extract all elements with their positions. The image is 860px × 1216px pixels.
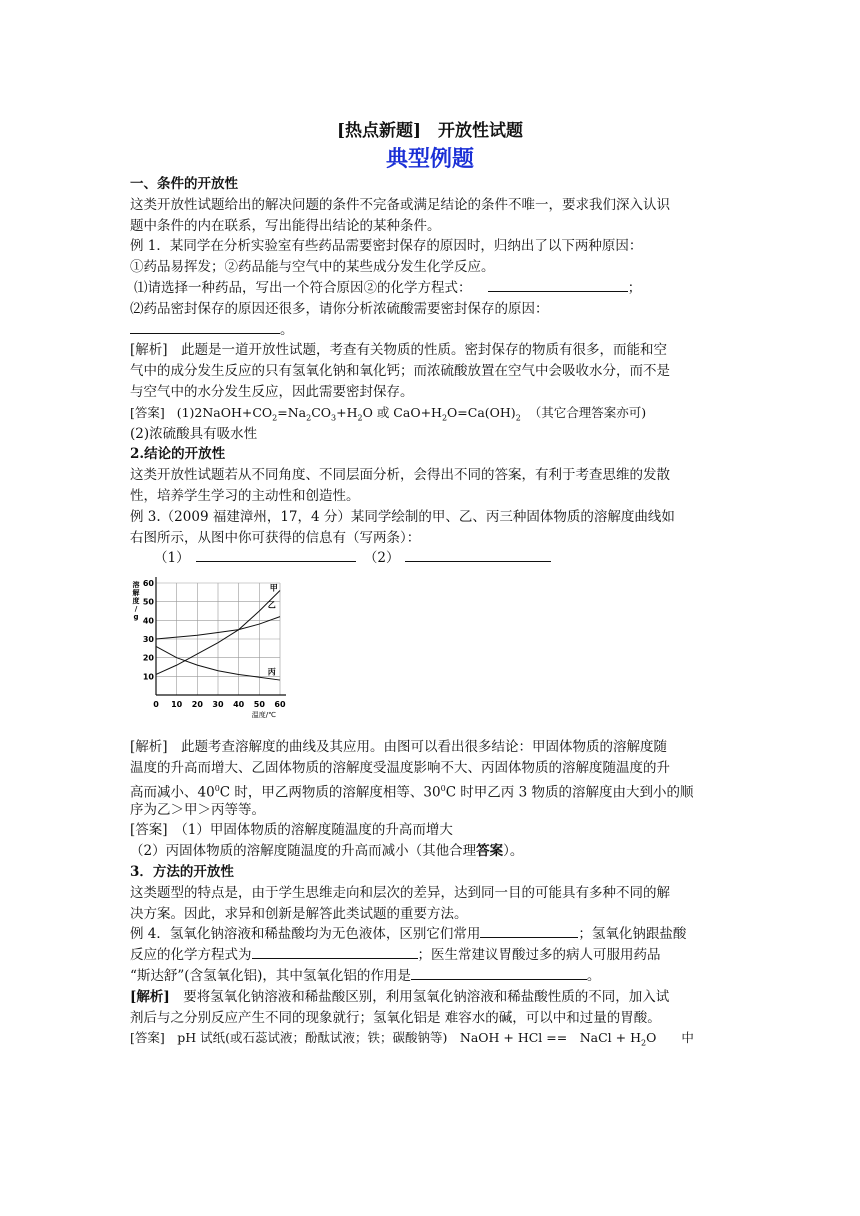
text-part: [答案] pH 试纸(或石蕊试液；酚酞试液；铁；碳酸钠等) NaOH + HCl == NaCl + H bbox=[130, 1030, 641, 1046]
y-tick-label: 20 bbox=[142, 653, 154, 663]
degree-mark: 0 bbox=[214, 783, 220, 793]
page-subtitle: 典型例题 bbox=[385, 146, 474, 172]
answer-line: [答案] （1）甲固体物质的溶解度随温度的升高而增大 bbox=[130, 822, 453, 839]
analysis-line bbox=[130, 779, 730, 800]
solubility-chart-svg bbox=[130, 573, 290, 723]
subscript: 2 bbox=[306, 413, 312, 423]
example-3-line: 右图所示，从图中你可获得的信息有（写两条）： bbox=[130, 529, 421, 546]
analysis-line: [解析] 此题考查溶解度的曲线及其应用。由图可以看出很多结论：甲固体物质的溶解度随 bbox=[130, 739, 668, 756]
degree-mark: 0 bbox=[440, 783, 446, 793]
blank-label-1: （1） bbox=[154, 550, 190, 567]
y-tick-label: 60 bbox=[142, 579, 154, 589]
y-axis-label-char: / bbox=[134, 605, 138, 614]
analysis-line bbox=[130, 987, 730, 1008]
x-axis-label: 温度/℃ bbox=[251, 711, 276, 720]
text-part: （2）丙固体物质的溶解度随温度的升高而减小（其他合理 bbox=[130, 843, 477, 860]
formula-part: +H bbox=[336, 404, 358, 420]
subscript: 3 bbox=[331, 413, 337, 423]
y-tick-label: 50 bbox=[142, 597, 154, 607]
answer-blank[interactable] bbox=[196, 549, 356, 562]
text-part: ；氢氧化钠跟盐酸 bbox=[578, 926, 687, 943]
x-tick-label: 0 bbox=[153, 700, 159, 710]
analysis-line: [解析] 此题是一道开放性试题，考查有关物质的性质。密封保存的物质有很多，而能和空 bbox=[130, 342, 668, 359]
x-tick-label: 20 bbox=[191, 700, 203, 710]
y-tick-label: 10 bbox=[142, 672, 154, 682]
answer-blank[interactable] bbox=[252, 946, 418, 959]
text-part: O 中 bbox=[646, 1030, 694, 1046]
series-label: 甲 bbox=[269, 583, 278, 593]
analysis-line: 气中的成分发生反应的只有氢氧化钠和氧化钙；而浓硫酸放置在空气中会吸收水分，而不是 bbox=[130, 363, 670, 380]
punctuation: 。 bbox=[280, 321, 294, 338]
s1-paragraph-line: 题中条件的内在联系，写出能得出结论的某种条件。 bbox=[130, 217, 441, 234]
x-tick-label: 10 bbox=[171, 700, 183, 710]
answer-blank[interactable] bbox=[130, 321, 280, 334]
text-part: C 时甲乙丙 3 物质的溶解度由大到小的顺 bbox=[445, 784, 694, 801]
series-label: 乙 bbox=[267, 600, 276, 610]
y-axis-label-char: 度 bbox=[132, 597, 140, 606]
s2-paragraph-line: 这类开放性试题若从不同角度、不同层面分析，会得出不同的答案，有利于考查思维的发散 bbox=[130, 467, 670, 484]
formula-note: （其它合理答案亦可) bbox=[528, 404, 647, 420]
x-tick-label: 60 bbox=[274, 700, 286, 710]
answer-blank[interactable] bbox=[480, 925, 578, 938]
formula-part: =Na bbox=[277, 404, 307, 420]
y-axis-label-char: 解 bbox=[132, 589, 140, 598]
x-tick-label: 30 bbox=[212, 700, 224, 710]
text-part: 反应的化学方程式为 bbox=[130, 947, 252, 964]
example-4-line bbox=[130, 924, 730, 945]
page-title: [热点新题] 开放性试题 bbox=[336, 121, 524, 141]
answer-blank[interactable] bbox=[488, 279, 628, 292]
text-part: ）。 bbox=[503, 843, 524, 860]
answer-line: (2)浓硫酸具有吸水性 bbox=[130, 425, 258, 442]
text-part-bold: 答案 bbox=[476, 843, 504, 860]
section-2-heading: 2.结论的开放性 bbox=[130, 446, 226, 463]
section-3-heading: 3．方法的开放性 bbox=[130, 863, 234, 880]
question-1 bbox=[130, 278, 730, 299]
formula-part: O 或 CaO+H bbox=[362, 404, 442, 420]
text-part: 例 4．氢氧化钠溶液和稀盐酸均为无色液体，区别它们常用 bbox=[130, 926, 481, 943]
punctuation: ； bbox=[627, 279, 642, 296]
y-axis-label-char: g bbox=[133, 613, 139, 622]
analysis-line: 剂后与之分别反应产生不同的现象就行；氢氧化铝是 难容水的碱，可以中和过量的胃酸。 bbox=[130, 1009, 661, 1026]
question-2: ⑵药品密封保存的原因还很多，请你分析浓硫酸需要密封保存的原因： bbox=[130, 300, 549, 317]
formula-part: CO bbox=[311, 404, 332, 420]
example-1-line: 例 1．某同学在分析实验室有些药品需要密封保存的原因时，归纳出了以下两种原因： bbox=[130, 238, 643, 255]
subscript: 2 bbox=[272, 413, 278, 423]
text-part: “斯达舒”(含氢氧化铝)，其中氢氧化铝的作用是 bbox=[130, 967, 411, 984]
text-part: 要将氢氧化钠溶液和稀盐酸区别，利用氢氧化钠溶液和稀盐酸性质的不同，加入试 bbox=[169, 988, 670, 1005]
answer-line bbox=[130, 1028, 730, 1049]
text-part: C 时，甲乙两物质的溶解度相等、30 bbox=[219, 784, 441, 801]
answer-label: [答案] bbox=[130, 404, 165, 420]
analysis-label: [解析] bbox=[130, 988, 170, 1005]
y-axis-label-char: 溶 bbox=[132, 581, 140, 590]
analysis-line: 温度的升高而增大、乙固体物质的溶解度受温度影响不大、丙固体物质的溶解度随温度的升 bbox=[130, 759, 670, 776]
answer-line bbox=[130, 403, 730, 424]
text-part: 高而减小、40 bbox=[130, 784, 215, 801]
x-tick-label: 40 bbox=[233, 700, 245, 710]
subscript: 2 bbox=[357, 413, 363, 423]
s2-paragraph-line: 性，培养学生学习的主动性和创造性。 bbox=[130, 487, 360, 504]
series-label: 丙 bbox=[267, 667, 276, 677]
solubility-chart bbox=[130, 573, 730, 723]
subscript: 2 bbox=[441, 413, 448, 423]
analysis-line: 序为乙＞甲＞丙等等。 bbox=[130, 801, 265, 818]
example-3-blanks bbox=[130, 548, 730, 569]
section-1-heading: 一、条件的开放性 bbox=[130, 176, 238, 192]
subscript: 2 bbox=[515, 413, 521, 423]
question-2-blank-line bbox=[130, 320, 730, 341]
y-tick-label: 40 bbox=[142, 616, 154, 626]
analysis-line: 与空气中的水分发生反应，因此需要密封保存。 bbox=[130, 383, 414, 400]
formula-part: (1)2NaOH+CO bbox=[176, 404, 273, 420]
subscript: 2 bbox=[641, 1038, 647, 1048]
s3-paragraph-line: 决方案。因此，求异和创新是解答此类试题的重要方法。 bbox=[130, 905, 468, 922]
text-part: 。 bbox=[586, 967, 601, 984]
answer-blank[interactable] bbox=[405, 549, 551, 562]
formula-part: O=Ca(OH) bbox=[447, 404, 516, 420]
blank-label-2: （2） bbox=[363, 550, 400, 567]
x-tick-label: 50 bbox=[253, 700, 265, 710]
document-page bbox=[130, 118, 730, 1049]
answer-line bbox=[130, 841, 730, 862]
y-tick-label: 30 bbox=[142, 635, 154, 645]
example-4-line bbox=[130, 966, 730, 987]
answer-blank[interactable] bbox=[411, 967, 587, 980]
question-1-text: ⑴请选择一种药品，写出一个符合原因②的化学方程式： bbox=[134, 279, 472, 296]
text-part: ；医生常建议胃酸过多的病人可服用药品 bbox=[417, 947, 661, 964]
example-4-line bbox=[130, 945, 730, 966]
example-1-line: ①药品易挥发；②药品能与空气中的某些成分发生化学反应。 bbox=[130, 259, 495, 276]
s3-paragraph-line: 这类题型的特点是，由于学生思维走向和层次的差异，达到同一目的可能具有多种不同的解 bbox=[130, 884, 670, 901]
example-3-line: 例 3.（2009 福建漳州，17，4 分）某同学绘制的甲、乙、丙三种固体物质的溶解度曲线如 bbox=[130, 508, 675, 525]
s1-paragraph-line: 这类开放性试题给出的解决问题的条件不完备或满足结论的条件不唯一，要求我们深入认识 bbox=[130, 196, 670, 213]
